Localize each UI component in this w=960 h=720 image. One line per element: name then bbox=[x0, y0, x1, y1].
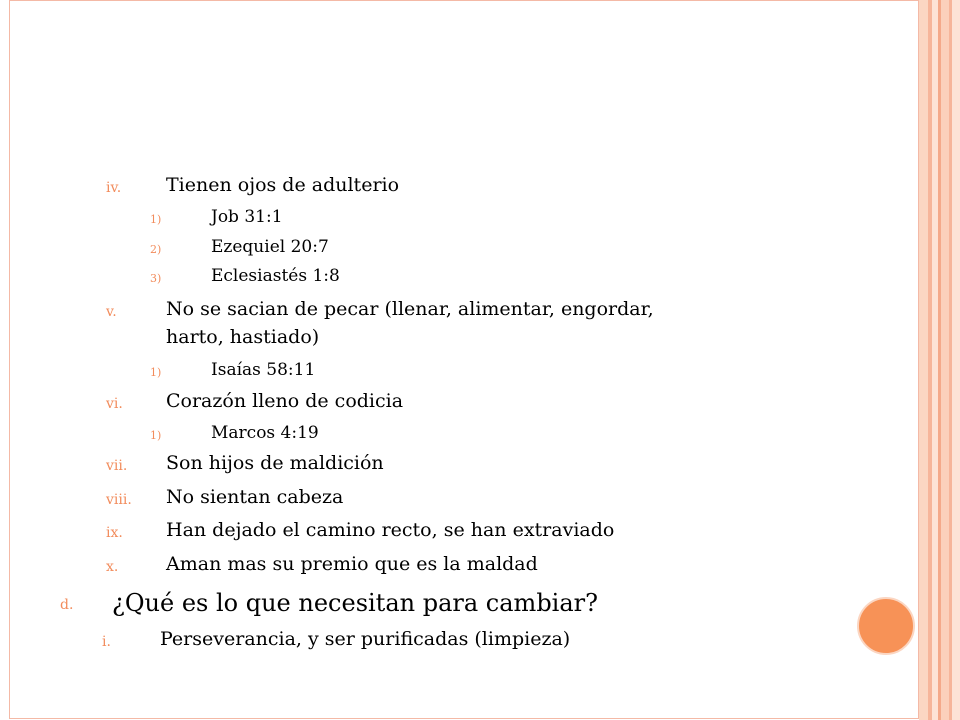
list-item-text: Tienen ojos de adulterio bbox=[166, 174, 400, 196]
stripe bbox=[941, 0, 949, 720]
list-marker: x. bbox=[106, 559, 119, 575]
list-marker: viii. bbox=[106, 492, 132, 508]
list-item-text: Job 31:1 bbox=[211, 207, 283, 227]
list-item-text: Aman mas su premio que es la maldad bbox=[166, 553, 538, 575]
list-item-text: Marcos 4:19 bbox=[211, 423, 319, 443]
list-item-text: Han dejado el camino recto, se han extraviado bbox=[166, 519, 615, 541]
list-item-text: Corazón lleno de codicia bbox=[166, 390, 404, 412]
list-marker: 1) bbox=[150, 213, 162, 226]
list-item-text: ¿Qué es lo que necesitan para cambiar? bbox=[112, 589, 598, 617]
decorative-circle bbox=[857, 597, 915, 655]
list-marker: v. bbox=[106, 304, 117, 320]
list-marker: iv. bbox=[106, 180, 122, 196]
list-marker: 1) bbox=[150, 366, 162, 379]
list-marker: vi. bbox=[106, 396, 123, 412]
list-item-text: No se sacian de pecar (llenar, alimentar, engordar, bbox=[166, 298, 654, 320]
list-item-text: Perseverancia, y ser purificadas (limpieza) bbox=[160, 628, 571, 650]
list-marker: ix. bbox=[106, 525, 123, 541]
stripe bbox=[952, 0, 960, 720]
list-marker: 2) bbox=[150, 243, 162, 256]
list-item-text: Son hijos de maldición bbox=[166, 452, 384, 474]
list-item-text-continuation: harto, hastiado) bbox=[166, 326, 320, 348]
list-item-text: No sientan cabeza bbox=[166, 486, 344, 508]
list-marker: d. bbox=[60, 597, 74, 613]
list-marker: i. bbox=[102, 634, 111, 650]
list-marker: 3) bbox=[150, 272, 162, 285]
list-marker: vii. bbox=[106, 458, 128, 474]
list-item-text: Ezequiel 20:7 bbox=[211, 237, 329, 257]
list-item-text: Eclesiastés 1:8 bbox=[211, 266, 340, 286]
stripe bbox=[919, 0, 928, 720]
list-item-text: Isaías 58:11 bbox=[211, 360, 316, 380]
decorative-stripes bbox=[919, 0, 960, 720]
list-marker: 1) bbox=[150, 429, 162, 442]
